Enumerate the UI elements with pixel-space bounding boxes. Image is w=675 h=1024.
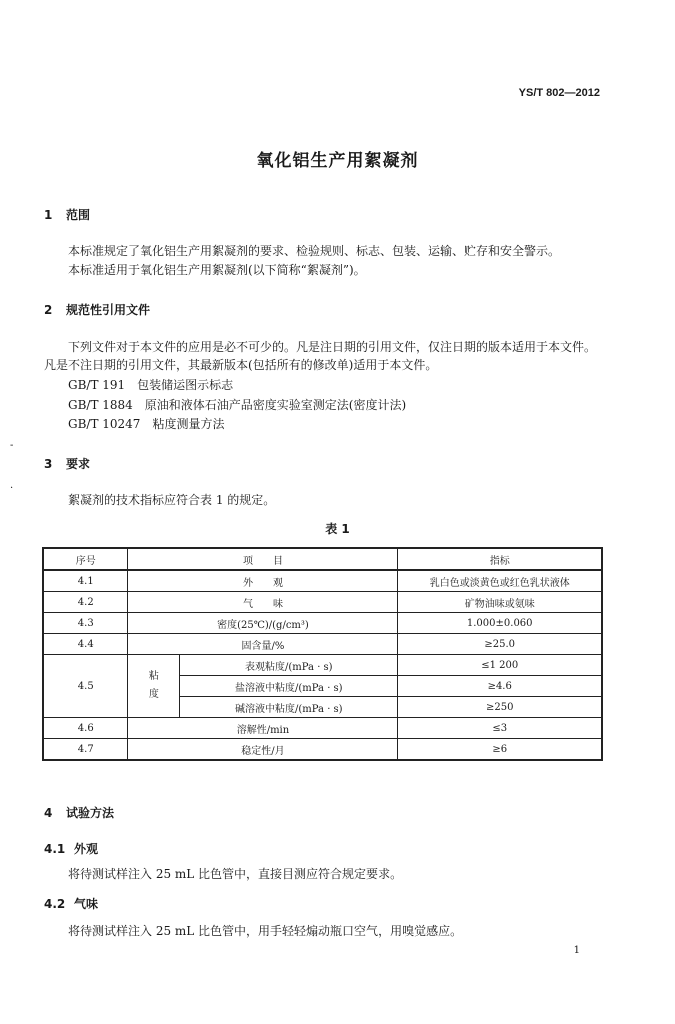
paragraph: 本标准规定了氧化铝生产用絮凝剂的要求、检验规则、标志、包装、运输、贮存和安全警示。 <box>68 244 561 258</box>
reference-item: GB/T 10247 粘度测量方法 <box>68 417 225 431</box>
cell-item: 表观粘度/(mPa · s) <box>180 655 398 676</box>
paragraph: 本标准适用于氧化铝生产用絮凝剂(以下简称“絮凝剂”)。 <box>68 263 366 277</box>
table-row <box>43 634 602 655</box>
paragraph: 将待测试样注入 25 mL 比色管中，用手轻轻煽动瓶口空气，用嗅觉感应。 <box>68 924 463 938</box>
section-title: 试验方法 <box>66 806 115 820</box>
cell-value: ≥6 <box>398 739 602 761</box>
table-row <box>43 718 602 739</box>
scan-mark: - <box>10 440 14 451</box>
cell-no: 4.6 <box>43 718 128 739</box>
cell-value: ≤1 200 <box>398 655 602 676</box>
cell-no: 4.1 <box>43 570 128 592</box>
cell-no: 4.4 <box>43 634 128 655</box>
subsection-title: 外观 <box>74 842 99 856</box>
cell-item: 盐溶液中粘度/(mPa · s) <box>180 676 398 697</box>
cell-value: 矿物油味或氨味 <box>398 592 602 613</box>
cell-item: 溶解性/min <box>128 718 398 739</box>
subsection-heading-odor <box>44 895 98 912</box>
table-header-row <box>43 548 602 570</box>
group-char: 粘 <box>148 671 159 682</box>
cell-item: 固含量/% <box>128 634 398 655</box>
subsection-heading-appearance <box>44 840 98 857</box>
section-heading-test-methods <box>44 804 114 821</box>
cell-value: ≤3 <box>398 718 602 739</box>
table-row <box>43 739 602 761</box>
table-row <box>43 655 602 676</box>
paragraph: 絮凝剂的技术指标应符合表 1 的规定。 <box>68 493 276 507</box>
reference-item: GB/T 1884 原油和液体石油产品密度实验室测定法(密度计法) <box>68 398 407 412</box>
table-caption: 表 1 <box>325 522 350 536</box>
cell-item: 外 观 <box>128 570 398 592</box>
cell-value: ≥4.6 <box>398 676 602 697</box>
cell-item: 稳定性/月 <box>128 739 398 761</box>
cell-value: ≥25.0 <box>398 634 602 655</box>
reference-item: GB/T 191 包装储运图示标志 <box>68 378 234 392</box>
paragraph: 下列文件对于本文件的应用是必不可少的。凡是注日期的引用文件，仅注日期的版本适用于本文件。凡是不注日期的引用文件，其最新版本(包括所有的修改单)适用于本文件。 <box>44 340 597 372</box>
spec-table <box>42 547 603 761</box>
paragraph: 将待测试样注入 25 mL 比色管中，直接目测应符合规定要求。 <box>68 867 403 881</box>
cell-group-viscosity <box>128 655 180 718</box>
group-char: 度 <box>148 689 159 700</box>
cell-no: 4.7 <box>43 739 128 761</box>
standard-code: YS/T 802—2012 <box>518 87 600 99</box>
header-item: 项 目 <box>128 548 398 570</box>
section-heading-requirements <box>44 455 90 472</box>
cell-value: 1.000±0.060 <box>398 613 602 634</box>
cell-value: ≥250 <box>398 697 602 718</box>
cell-value: 乳白色或淡黄色或红色乳状液体 <box>398 570 602 592</box>
cell-no: 4.2 <box>43 592 128 613</box>
header-value: 指标 <box>398 548 602 570</box>
subsection-number: 4.1 <box>44 842 66 856</box>
section-title: 要求 <box>66 457 91 471</box>
section-title: 范围 <box>66 208 91 222</box>
document-title: 氧化铝生产用絮凝剂 <box>256 151 419 171</box>
section-number: 4 <box>44 806 53 820</box>
header-no: 序号 <box>43 548 128 570</box>
cell-item: 密度(25℃)/(g/cm³) <box>128 613 398 634</box>
subsection-title: 气味 <box>74 897 99 911</box>
table-row <box>43 592 602 613</box>
section-number: 2 <box>44 303 53 317</box>
section-heading-normative-references <box>44 301 150 318</box>
cell-no: 4.3 <box>43 613 128 634</box>
cell-no: 4.5 <box>43 655 128 718</box>
page-number: 1 <box>573 945 580 956</box>
subsection-number: 4.2 <box>44 897 66 911</box>
cell-item: 碱溶液中粘度/(mPa · s) <box>180 697 398 718</box>
section-number: 3 <box>44 457 53 471</box>
section-heading-scope <box>44 206 90 223</box>
section-title: 规范性引用文件 <box>66 303 151 317</box>
table-row <box>43 570 602 592</box>
table-row <box>43 613 602 634</box>
section-number: 1 <box>44 208 53 222</box>
scan-mark: . <box>10 480 14 491</box>
cell-item: 气 味 <box>128 592 398 613</box>
